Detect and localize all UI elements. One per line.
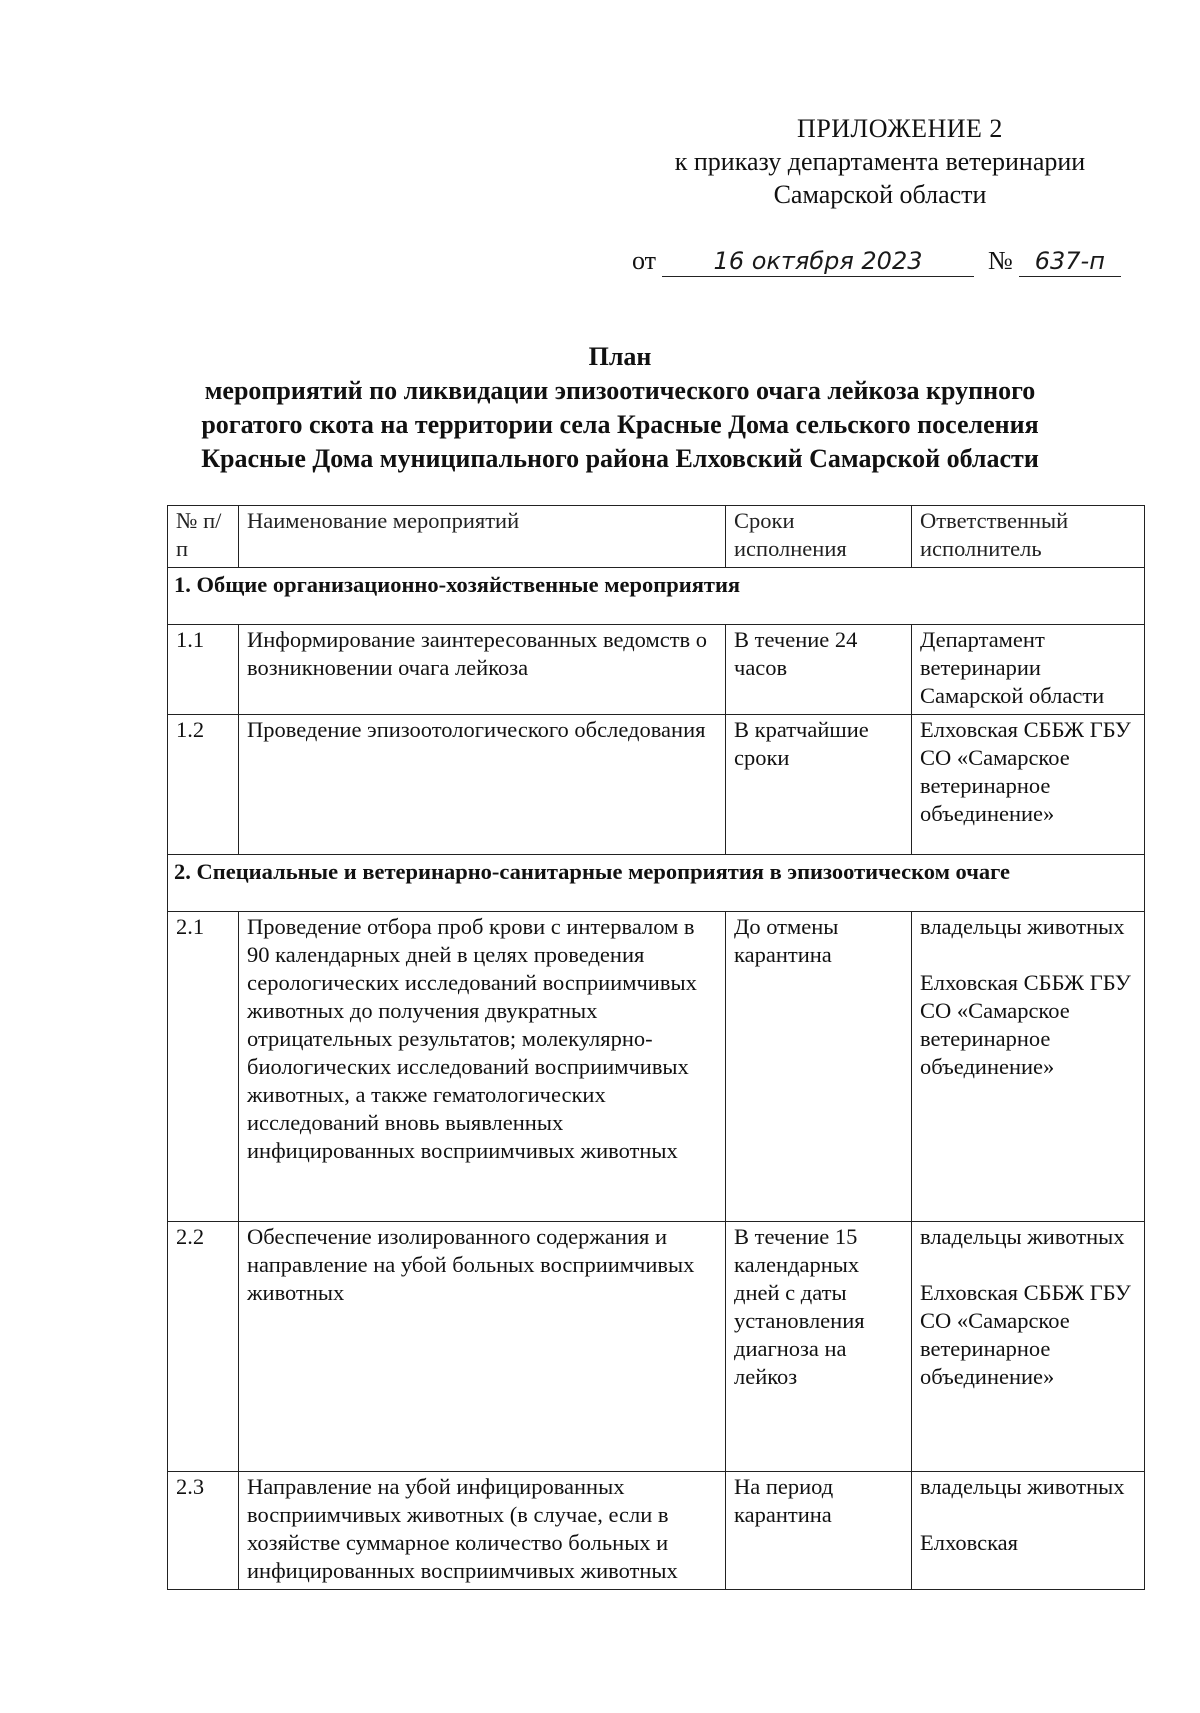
document-title (150, 340, 1090, 476)
header-num: № п/п (168, 506, 239, 568)
plan-table (167, 505, 1145, 1590)
order-number-handwritten: 637-п (1019, 246, 1121, 277)
row-name: Направление на убой инфицированных восприимчивых животных (в случае, если в хозяйстве суммарное количество больных и инфицированных восприимчивых животных (239, 1472, 726, 1590)
table-header-row (168, 506, 1145, 568)
order-number-label: № (988, 246, 1013, 275)
section-2-title: 2. Специальные и ветеринарно-санитарные мероприятия в эпизоотическом очаге (168, 855, 1145, 912)
row-deadline: На период карантина (726, 1472, 912, 1590)
title-line-1: План (588, 342, 652, 371)
responsible-primary: Департамент ветеринарии Самарской области (920, 627, 1105, 708)
responsible-secondary: Елховская (920, 1530, 1019, 1555)
order-from-label: от (632, 246, 657, 275)
title-line-2: мероприятий по ликвидации эпизоотического очага лейкоза крупного (204, 376, 1036, 405)
responsible-secondary: Елховская СББЖ ГБУ СО «Самарское ветеринарное объединение» (920, 970, 1131, 1079)
row-responsible (912, 912, 1145, 1222)
row-responsible (912, 715, 1145, 855)
responsible-primary: владельцы животных (920, 1474, 1125, 1499)
row-deadline: В течение 15 календарных дней с даты установления диагноза на лейкоз (726, 1222, 912, 1472)
row-name: Проведение эпизоотологического обследования (239, 715, 726, 855)
row-name: Проведение отбора проб крови с интервалом в 90 календарных дней в целях проведения серологических исследований восприимчивых животных до получения двукратных отрицательных результатов; молекулярно-биологических исследований восприимчивых животных, а также гематологических исследований вновь выявленных инфицированных восприимчивых животных (239, 912, 726, 1222)
document-header (620, 112, 1140, 211)
header-line-region: Самарской области (773, 180, 987, 209)
table-row (168, 1472, 1145, 1590)
table-row (168, 1222, 1145, 1472)
header-deadline: Сроки исполнения (726, 506, 912, 568)
responsible-primary: владельцы животных (920, 1224, 1125, 1249)
appendix-label: ПРИЛОЖЕНИЕ 2 (797, 114, 1003, 143)
row-num: 2.3 (168, 1472, 239, 1590)
order-reference (632, 246, 1121, 277)
row-responsible (912, 625, 1145, 715)
row-deadline: До отмены карантина (726, 912, 912, 1222)
table-row (168, 715, 1145, 855)
responsible-secondary: Елховская СББЖ ГБУ СО «Самарское ветеринарное объединение» (920, 1280, 1131, 1389)
row-num: 1.1 (168, 625, 239, 715)
row-responsible (912, 1222, 1145, 1472)
section-1-title: 1. Общие организационно-хозяйственные мероприятия (168, 568, 1145, 625)
table-row (168, 625, 1145, 715)
title-line-4: Красные Дома муниципального района Елховский Самарской области (201, 444, 1039, 473)
row-num: 1.2 (168, 715, 239, 855)
row-responsible (912, 1472, 1145, 1590)
responsible-primary: владельцы животных (920, 914, 1125, 939)
order-date-handwritten: 16 октября 2023 (662, 246, 974, 277)
row-num: 2.2 (168, 1222, 239, 1472)
header-name: Наименование мероприятий (239, 506, 726, 568)
row-num: 2.1 (168, 912, 239, 1222)
row-name: Обеспечение изолированного содержания и направление на убой больных восприимчивых животных (239, 1222, 726, 1472)
header-line-order: к приказу департамента ветеринарии (674, 147, 1086, 176)
row-deadline: В кратчайшие сроки (726, 715, 912, 855)
header-responsible: Ответственный исполнитель (912, 506, 1145, 568)
row-name: Информирование заинтересованных ведомств о возникновении очага лейкоза (239, 625, 726, 715)
table-row (168, 912, 1145, 1222)
title-line-3: рогатого скота на территории села Красные Дома сельского поселения (201, 410, 1039, 439)
section-row (168, 568, 1145, 625)
row-deadline: В течение 24 часов (726, 625, 912, 715)
responsible-primary: Елховская СББЖ ГБУ СО «Самарское ветеринарное объединение» (920, 717, 1131, 826)
section-row (168, 855, 1145, 912)
